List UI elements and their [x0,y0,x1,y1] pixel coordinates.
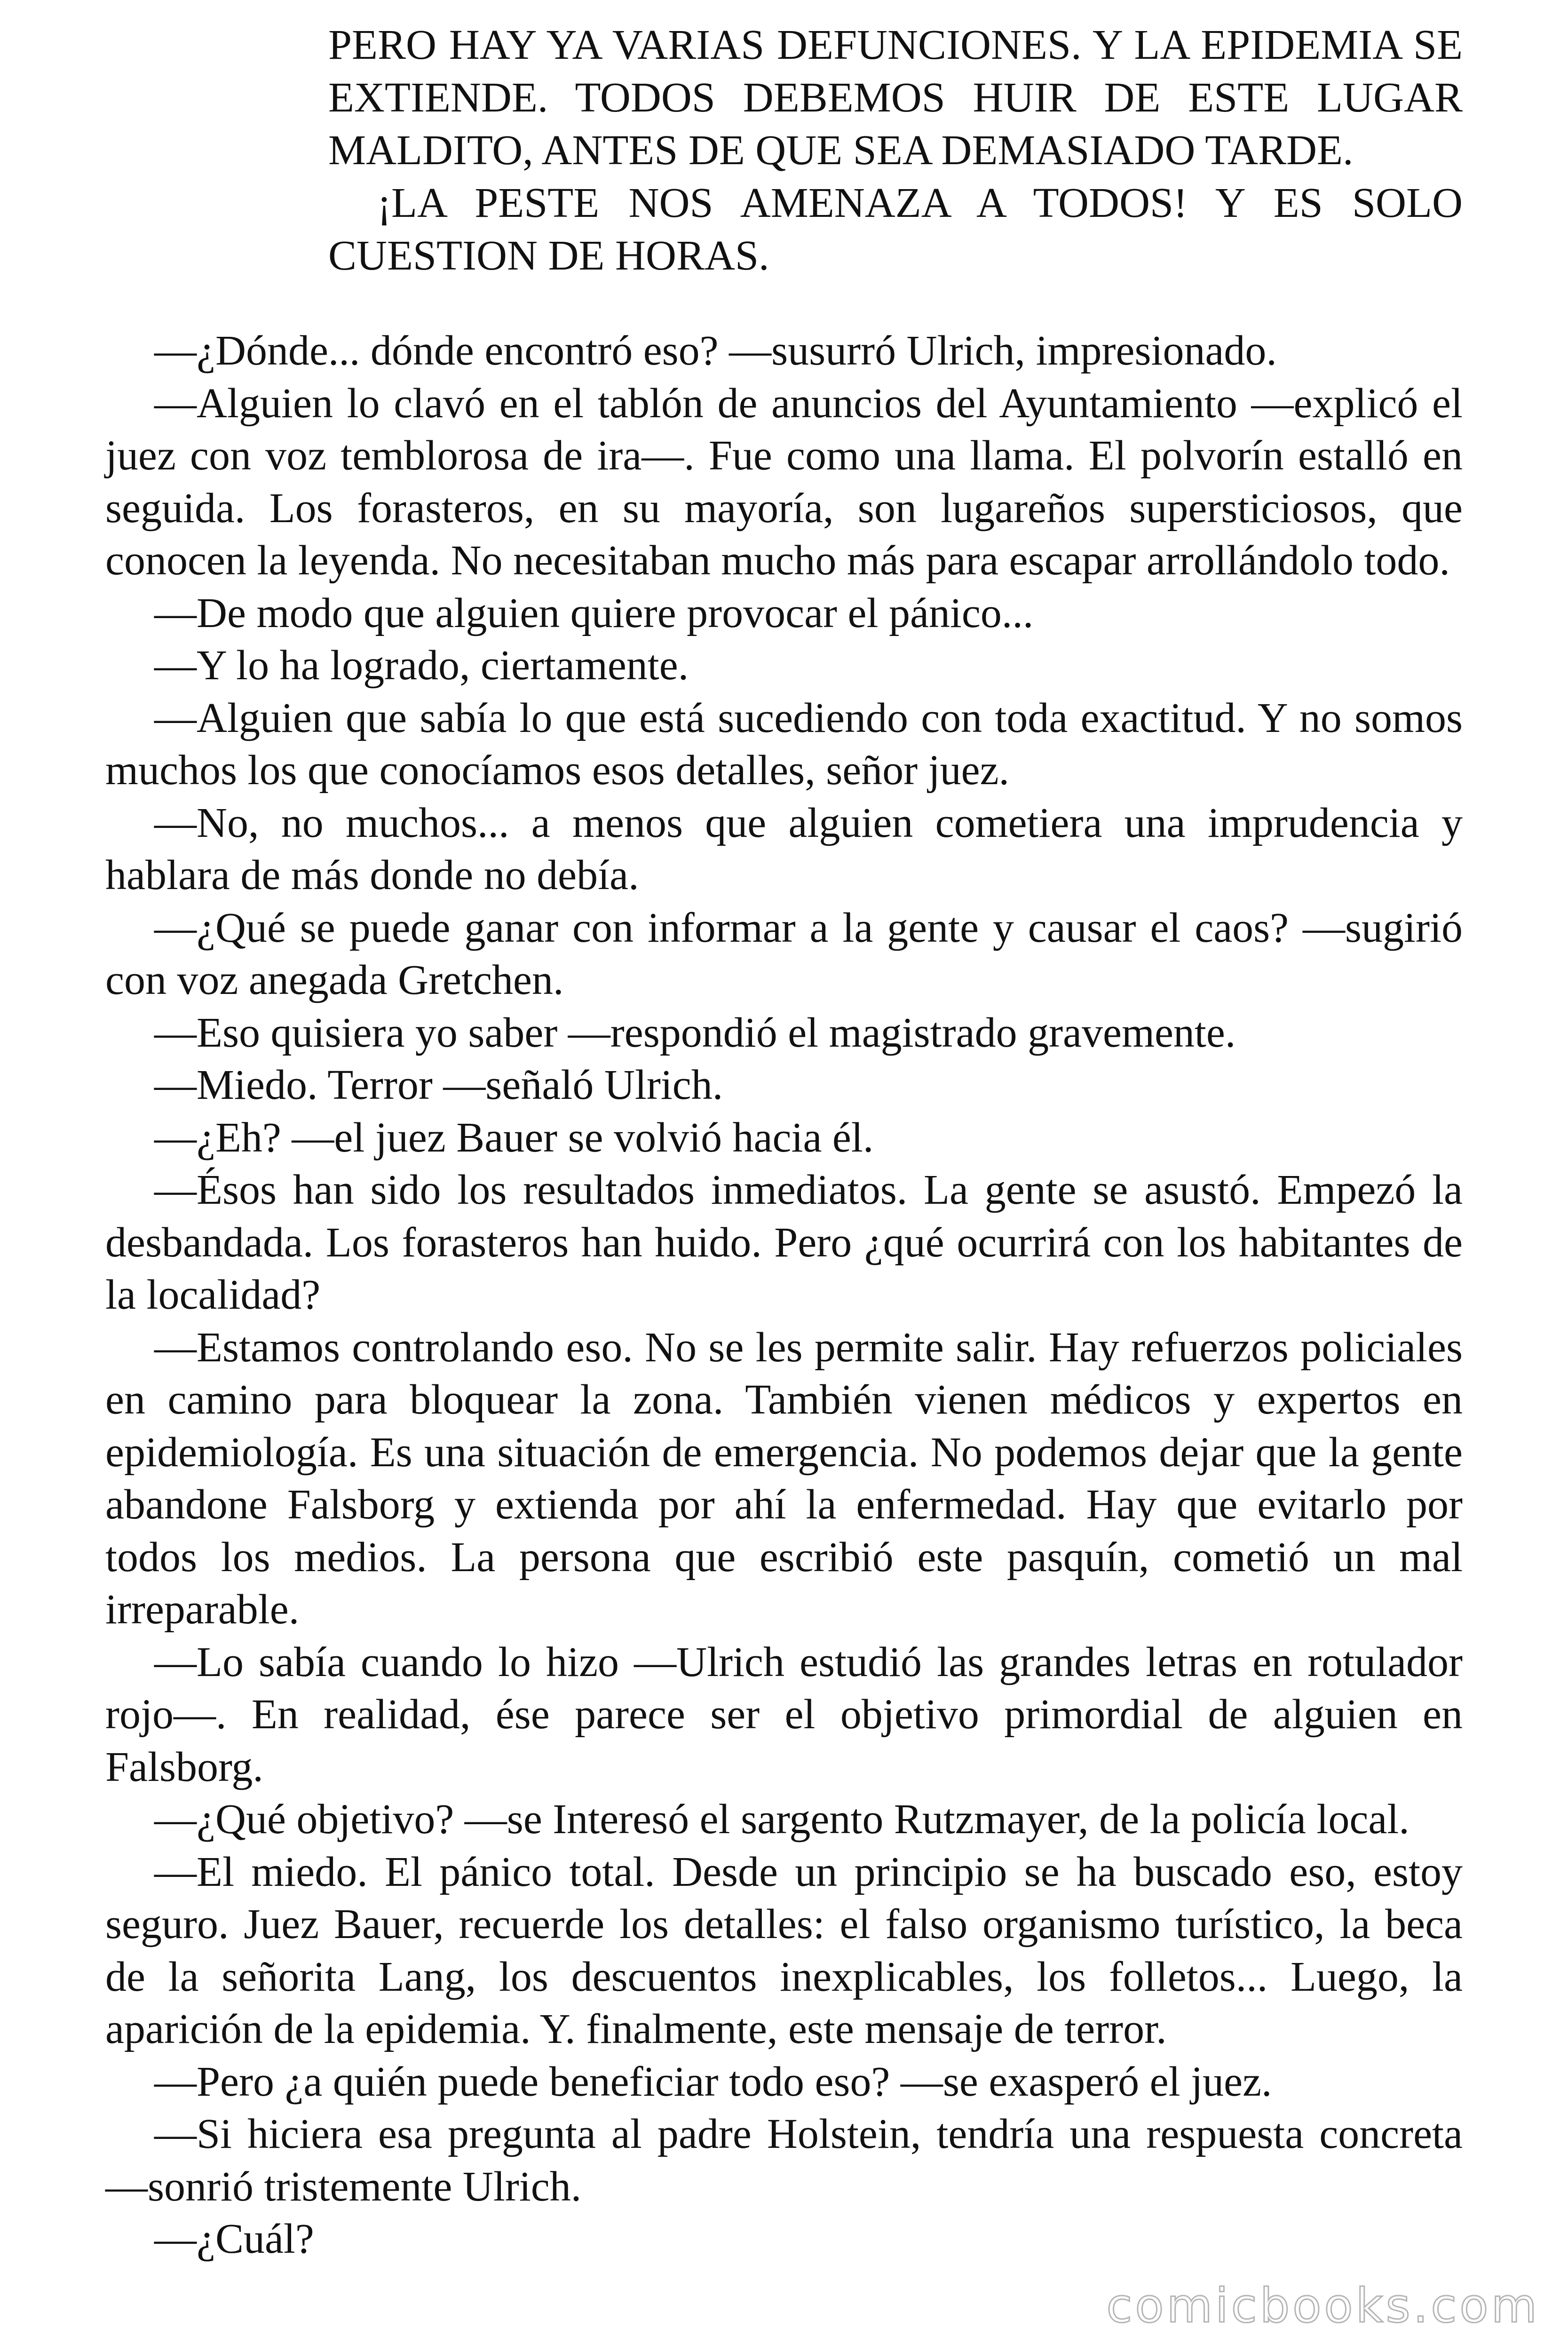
paragraph: —¿Qué se puede ganar con informar a la gente y causar el caos? —sugirió con voz anegada Gretchen. [105,904,1463,1003]
notice-paragraph: PERO HAY YA VARIAS DEFUNCIONES. Y LA EPIDEMIA SE EXTIENDE. TODOS DEBEMOS HUIR DE ESTE LUGAR MALDITO, ANTES DE QUE SEA DEMASIADO TARDE. [328,22,1463,174]
paragraph: —¿Dónde... dónde encontró eso? —susurró Ulrich, impresionado. [154,327,1277,374]
paragraph: —Estamos controlando eso. No se les permite salir. Hay refuerzos policiales en camino para bloquear la zona. También vienen médicos y expertos en epidemiología. Es una situación de emergencia. No podemos dejar que la gente abandone Falsborg y extienda por ahí la enfermedad. Hay que evitarlo por todos los medios. La persona que escribió este pasquín, cometió un mal irreparable. [105,1324,1463,1633]
paragraph: —Alguien lo clavó en el tablón de anuncios del Ayuntamiento —explicó el juez con voz temblorosa de ira—. Fue como una llama. El polvorín estalló en seguida. Los forasteros, en su mayoría, son lugareños supersticiosos, que conocen la leyenda. No necesitaban mucho más para escapar arrollándolo todo. [105,380,1463,584]
page-body [105,325,1463,2265]
paragraph: —Eso quisiera yo saber —respondió el magistrado gravemente. [154,1009,1236,1056]
paragraph: —¿Qué objetivo? —se Interesó el sargento Rutzmayer, de la policía local. [154,1796,1410,1843]
notice-block [328,19,1463,282]
notice-paragraph: ¡LA PESTE NOS AMENAZA A TODOS! Y ES SOLO CUESTION DE HORAS. [328,180,1463,279]
paragraph: —Miedo. Terror —señaló Ulrich. [154,1062,723,1108]
paragraph: —¿Cuál? [154,2216,314,2262]
paragraph: —Ésos han sido los resultados inmediatos. La gente se asustó. Empezó la desbandada. Los forasteros han huido. Pero ¿qué ocurrirá con los habitantes de la localidad? [105,1167,1463,1318]
paragraph: —Y lo ha logrado, ciertamente. [154,642,689,689]
paragraph: —Si hiciera esa pregunta al padre Holstein, tendría una respuesta concreta —sonrió tristemente Ulrich. [105,2111,1463,2210]
paragraph: —Alguien que sabía lo que está sucediendo con toda exactitud. Y no somos muchos los que conocíamos esos detalles, señor juez. [105,694,1463,794]
paragraph: —El miedo. El pánico total. Desde un principio se ha buscado eso, estoy seguro. Juez Bauer, recuerde los detalles: el falso organismo turístico, la beca de la señorita Lang, los descuentos inexplicables, los folletos... Luego, la aparición de la epidemia. Y. finalmente, este mensaje de terror. [105,1848,1463,2052]
paragraph: —De modo que alguien quiere provocar el pánico... [154,589,1034,636]
paragraph: —Pero ¿a quién puede beneficiar todo eso? —se exasperó el juez. [154,2058,1272,2105]
paragraph: —Lo sabía cuando lo hizo —Ulrich estudió las grandes letras en rotulador rojo—. En realidad, ése parece ser el objetivo primordial de alguien en Falsborg. [105,1638,1463,1790]
watermark: comicbooks.com [1106,2278,1540,2333]
paragraph: —No, no muchos... a menos que alguien cometiera una imprudencia y hablara de más donde no debía. [105,799,1463,898]
paragraph: —¿Eh? —el juez Bauer se volvió hacia él. [154,1114,874,1161]
